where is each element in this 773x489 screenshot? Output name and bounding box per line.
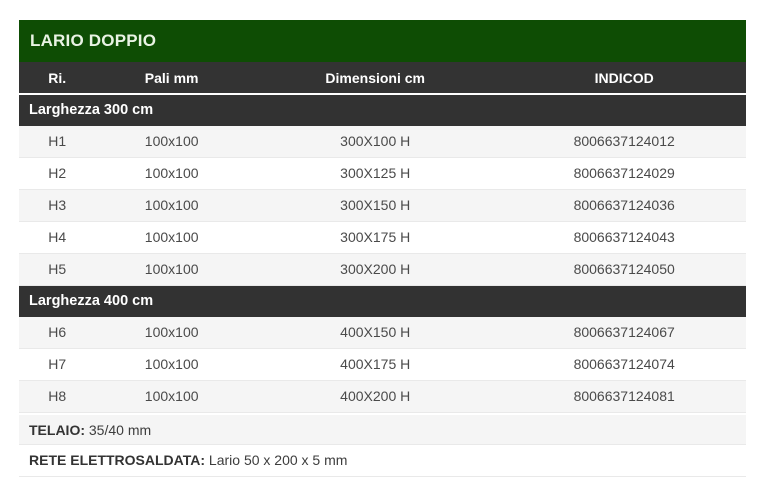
table-row xyxy=(19,254,746,286)
indicod-cell: 8006637124036 xyxy=(573,197,675,213)
indicod-cell: 8006637124029 xyxy=(573,165,675,181)
dimensioni-cell: 400X200 H xyxy=(340,388,411,404)
telaio-label: TELAIO: xyxy=(29,422,85,438)
ri-cell: H5 xyxy=(48,261,67,277)
dimensioni-cell: 300X200 H xyxy=(340,261,411,277)
column-header-pali: Pali mm xyxy=(144,70,199,86)
telaio-value: 35/40 mm xyxy=(88,422,152,438)
table-title: LARIO DOPPIO xyxy=(19,20,746,62)
ri-cell: H2 xyxy=(48,165,67,181)
column-header-indicod: INDICOD xyxy=(594,70,654,86)
table-row xyxy=(19,349,746,381)
pali-cell: 100x100 xyxy=(144,324,199,340)
pali-cell: 100x100 xyxy=(144,165,199,181)
indicod-cell: 8006637124050 xyxy=(573,261,675,277)
dimensioni-cell: 300X175 H xyxy=(340,229,411,245)
pali-cell: 100x100 xyxy=(144,197,199,213)
ri-cell: H6 xyxy=(48,324,67,340)
column-header-dimensioni: Dimensioni cm xyxy=(325,70,425,86)
rete-row xyxy=(19,445,746,477)
dimensioni-cell: 300X125 H xyxy=(340,165,411,181)
pali-cell: 100x100 xyxy=(144,261,199,277)
dimensioni-cell: 400X150 H xyxy=(340,324,411,340)
section-header-400: Larghezza 400 cm xyxy=(19,286,746,317)
indicod-cell: 8006637124012 xyxy=(573,133,675,149)
rete-value: Lario 50 x 200 x 5 mm xyxy=(208,452,348,468)
ri-cell: H4 xyxy=(48,229,67,245)
ri-cell: H7 xyxy=(48,356,67,372)
ri-cell: H3 xyxy=(48,197,67,213)
ri-cell: H1 xyxy=(48,133,67,149)
table-row xyxy=(19,381,746,413)
table-row xyxy=(19,222,746,254)
dimensioni-cell: 300X100 H xyxy=(340,133,411,149)
table-row xyxy=(19,126,746,158)
pali-cell: 100x100 xyxy=(144,229,199,245)
indicod-cell: 8006637124067 xyxy=(573,324,675,340)
indicod-cell: 8006637124081 xyxy=(573,388,675,404)
table-header-row xyxy=(19,62,746,95)
pali-cell: 100x100 xyxy=(144,388,199,404)
table-row xyxy=(19,158,746,190)
section-header-300: Larghezza 300 cm xyxy=(19,95,746,126)
indicod-cell: 8006637124074 xyxy=(573,356,675,372)
rete-label: RETE ELETTROSALDATA: xyxy=(29,452,206,468)
telaio-row xyxy=(19,413,746,445)
column-header-ri: Ri. xyxy=(48,70,67,86)
dimensioni-cell: 400X175 H xyxy=(340,356,411,372)
pali-cell: 100x100 xyxy=(144,356,199,372)
pali-cell: 100x100 xyxy=(144,133,199,149)
table-row xyxy=(19,190,746,222)
dimensioni-cell: 300X150 H xyxy=(340,197,411,213)
indicod-cell: 8006637124043 xyxy=(573,229,675,245)
ri-cell: H8 xyxy=(48,388,67,404)
product-table xyxy=(19,20,746,477)
table-row xyxy=(19,317,746,349)
